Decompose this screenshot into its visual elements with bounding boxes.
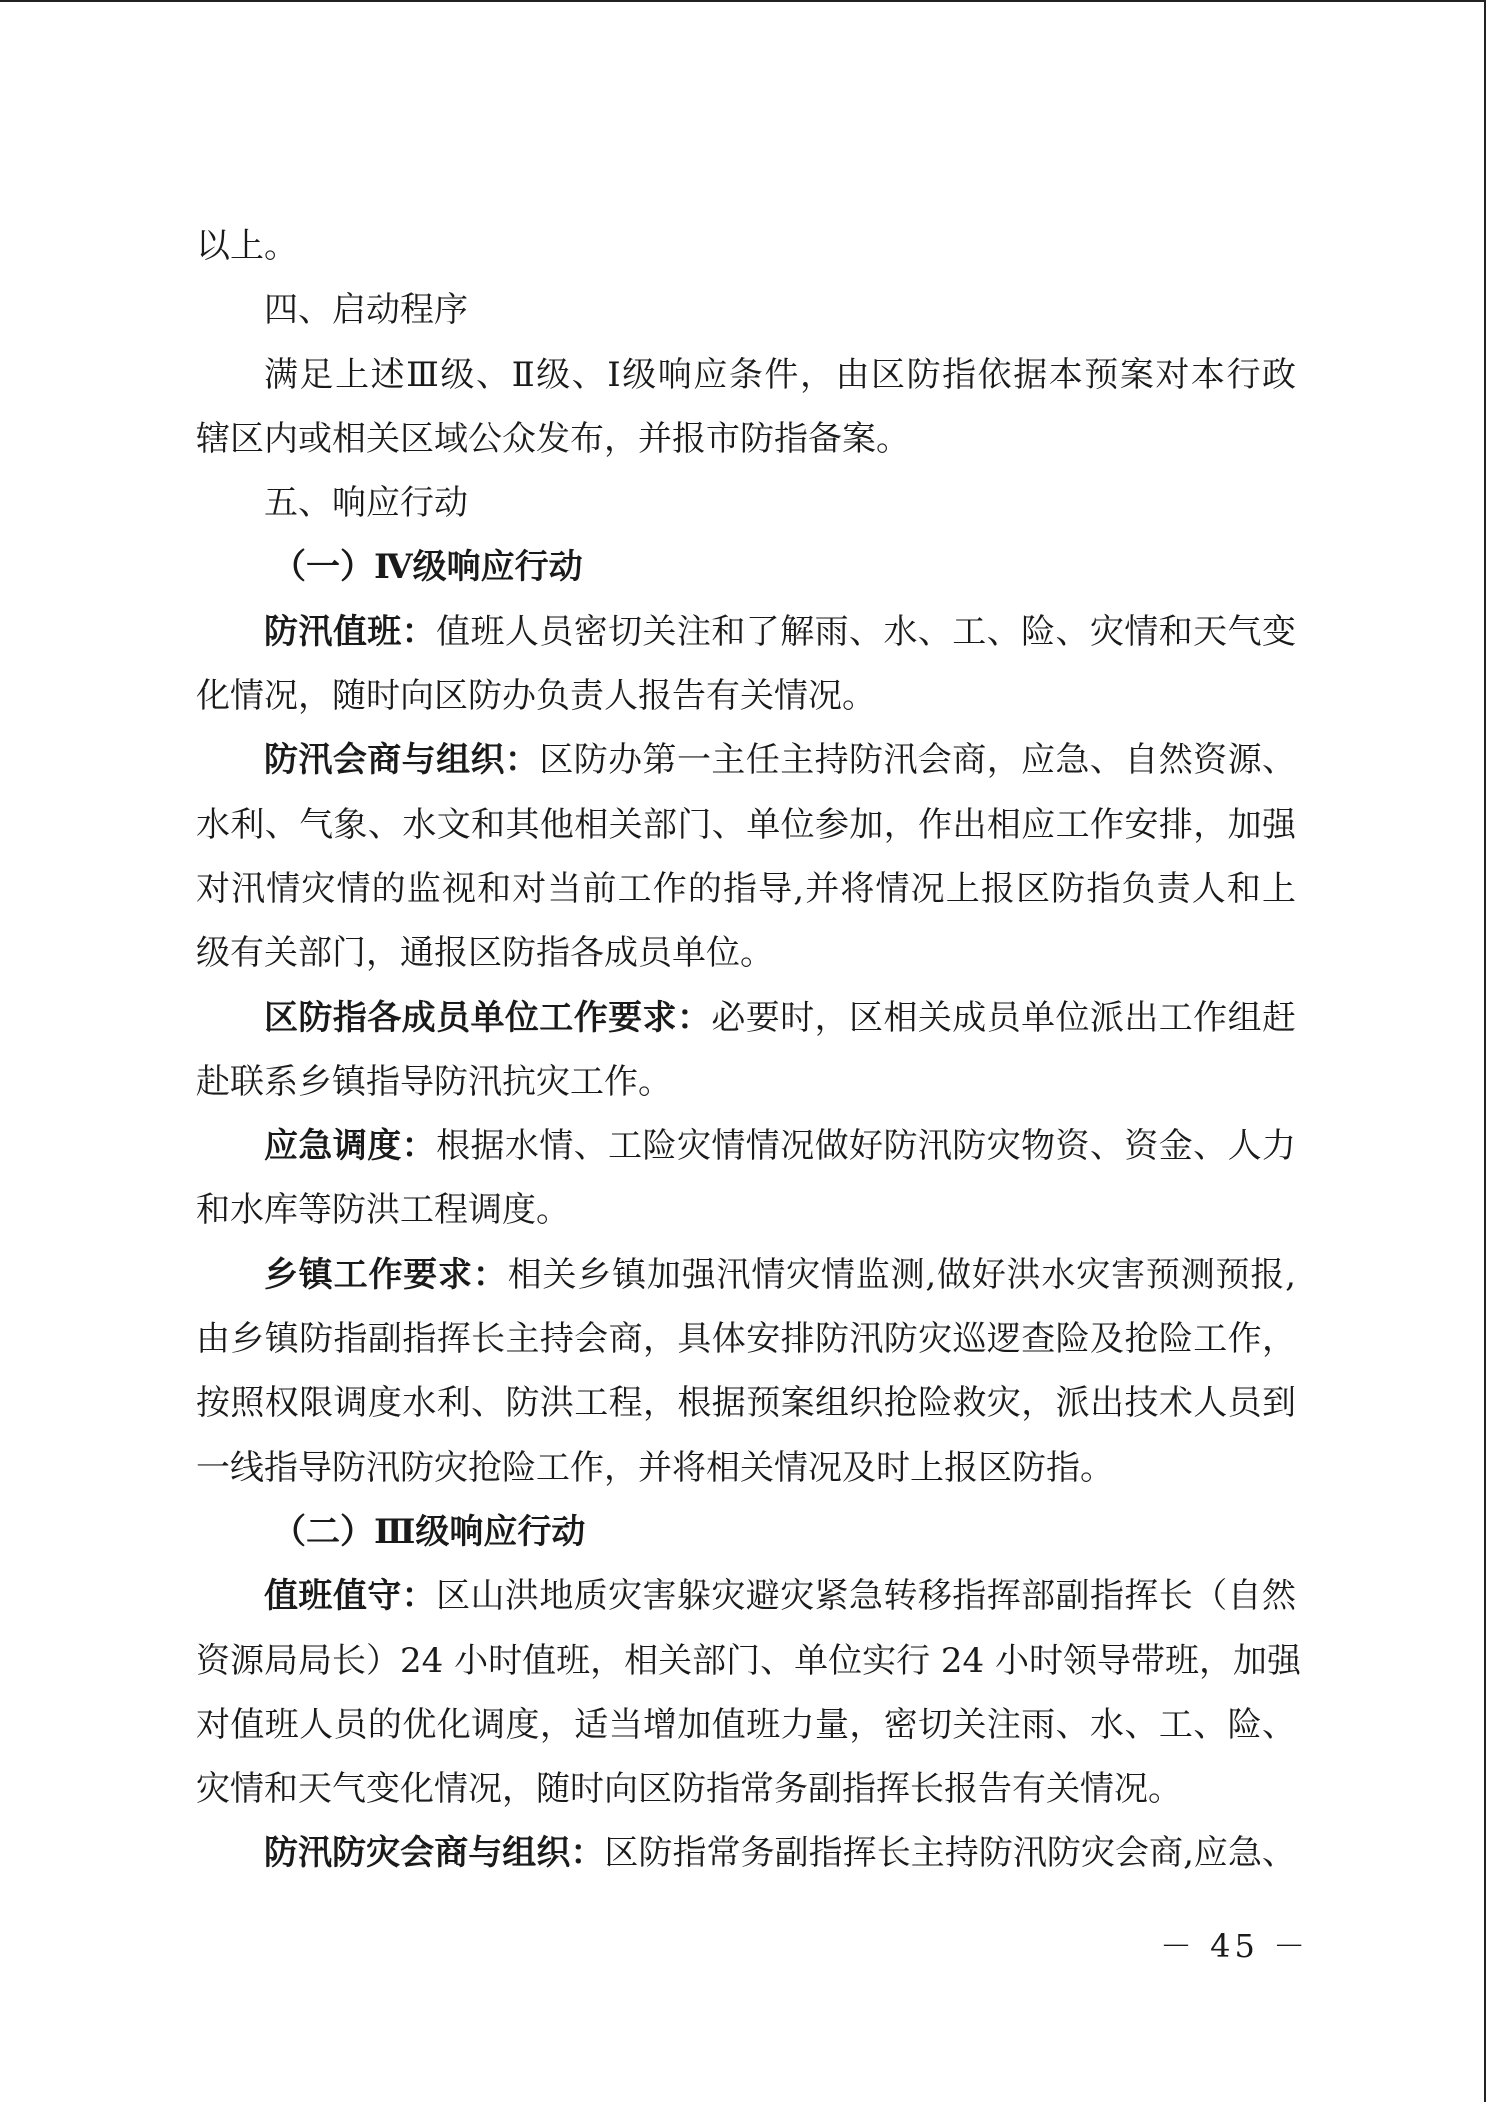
page-number: － 45 －	[1160, 1927, 1310, 1965]
text-line: 防汛防灾会商与组织：区防指常务副指挥长主持防汛防灾会商,应急、	[264, 1833, 1297, 1874]
text-line: 一线指导防汛防灾抢险工作，并将相关情况及时上报区防指。	[196, 1447, 1114, 1488]
text-line: 化情况，随时向区防办负责人报告有关情况。	[196, 676, 876, 717]
subsection-heading: （二）Ⅲ级响应行动	[272, 1511, 586, 1552]
text-line: 赴联系乡镇指导防汛抗灾工作。	[196, 1061, 672, 1102]
paragraph-lead: 防汛会商与组织：	[264, 740, 540, 781]
subsection-heading: （一）Ⅳ级响应行动	[272, 547, 583, 588]
text-line: 乡镇工作要求：相关乡镇加强汛情灾情监测,做好洪水灾害预测预报,	[264, 1254, 1296, 1295]
text-line: 防汛会商与组织：区防办第一主任主持防汛会商，应急、自然资源、	[264, 740, 1297, 781]
paragraph-lead: 应急调度：	[264, 1126, 437, 1167]
text-line: 级有关部门，通报区防指各成员单位。	[196, 933, 774, 974]
paragraph-lead: 防汛值班：	[264, 611, 437, 652]
text-line: 辖区内或相关区域公众发布，并报市防指备案。	[196, 418, 910, 459]
text-line: 和水库等防洪工程调度。	[196, 1190, 570, 1231]
text-line: 以上。	[196, 226, 298, 266]
paragraph-lead: 区防指各成员单位工作要求：	[264, 997, 712, 1038]
text-line: 值班值守：区山洪地质灾害躲灾避灾紧急转移指挥部副指挥长（自然	[264, 1576, 1297, 1617]
text-line: 资源局局长）24 小时值班，相关部门、单位实行 24 小时领导带班，加强	[196, 1640, 1301, 1681]
text-line: 满足上述Ⅲ级、Ⅱ级、Ⅰ级响应条件，由区防指依据本预案对本行政	[264, 354, 1296, 395]
text-line: 对汛情灾情的监视和对当前工作的指导,并将情况上报区防指负责人和上	[196, 868, 1296, 909]
section-heading: 五、响应行动	[264, 483, 468, 524]
text-line: 防汛值班：值班人员密切关注和了解雨、水、工、险、灾情和天气变	[264, 611, 1297, 652]
document-body	[196, 214, 1301, 1886]
text-line: 按照权限调度水利、防洪工程，根据预案组织抢险救灾，派出技术人员到	[196, 1383, 1296, 1424]
paragraph-lead: 值班值守：	[264, 1576, 437, 1617]
paragraph-lead: 防汛防灾会商与组织：	[264, 1833, 605, 1874]
text-line: 水利、气象、水文和其他相关部门、单位参加，作出相应工作安排，加强	[196, 804, 1296, 845]
section-heading: 四、启动程序	[264, 290, 468, 331]
text-line: 灾情和天气变化情况，随时向区防指常务副指挥长报告有关情况。	[196, 1769, 1182, 1810]
text-line: 由乡镇防指副指挥长主持会商，具体安排防汛防灾巡逻查险及抢险工作，	[196, 1319, 1296, 1360]
text-line: 区防指各成员单位工作要求：必要时，区相关成员单位派出工作组赶	[264, 997, 1297, 1038]
text-line: 对值班人员的优化调度，适当增加值班力量，密切关注雨、水、工、险、	[196, 1704, 1296, 1745]
paragraph-lead: 乡镇工作要求：	[264, 1254, 508, 1295]
text-line: 应急调度：根据水情、工险灾情情况做好防汛防灾物资、资金、人力	[264, 1126, 1297, 1167]
